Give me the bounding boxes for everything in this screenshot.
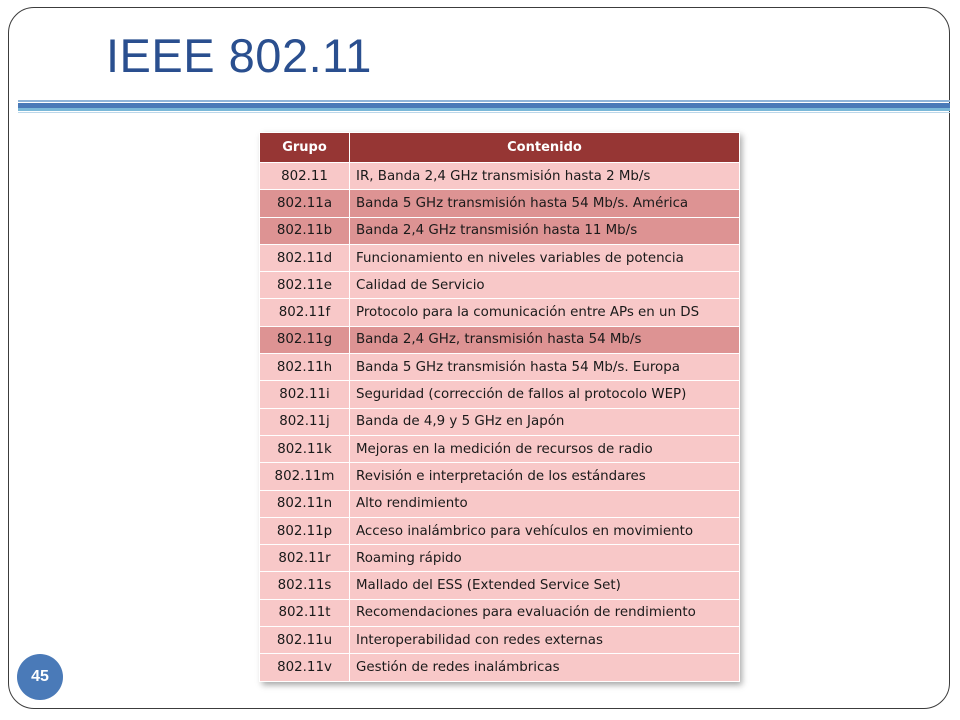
cell-content: Calidad de Servicio [350, 272, 740, 299]
column-header-grupo: Grupo [260, 133, 350, 163]
cell-content: Banda 2,4 GHz transmisión hasta 11 Mb/s [350, 217, 740, 244]
cell-group: 802.11u [260, 627, 350, 654]
title-divider-shadow [18, 112, 950, 113]
cell-group: 802.11h [260, 354, 350, 381]
cell-group: 802.11m [260, 463, 350, 490]
cell-group: 802.11d [260, 244, 350, 271]
cell-content: Interoperabilidad con redes externas [350, 627, 740, 654]
cell-content: Banda 2,4 GHz, transmisión hasta 54 Mb/s [350, 326, 740, 353]
cell-group: 802.11v [260, 654, 350, 681]
table-body [260, 163, 740, 682]
table-row [260, 435, 740, 462]
title-divider-line [18, 100, 950, 102]
table-row [260, 517, 740, 544]
cell-group: 802.11k [260, 435, 350, 462]
cell-content: Gestión de redes inalámbricas [350, 654, 740, 681]
table-row [260, 299, 740, 326]
title-divider-accent [18, 108, 950, 111]
cell-group: 802.11f [260, 299, 350, 326]
table-row [260, 654, 740, 681]
cell-content: Mejoras en la medición de recursos de radio [350, 435, 740, 462]
column-header-contenido: Contenido [350, 133, 740, 163]
cell-group: 802.11a [260, 190, 350, 217]
cell-content: Mallado del ESS (Extended Service Set) [350, 572, 740, 599]
cell-group: 802.11i [260, 381, 350, 408]
cell-content: Recomendaciones para evaluación de rendimiento [350, 599, 740, 626]
cell-content: Revisión e interpretación de los estándares [350, 463, 740, 490]
page-number-badge: 45 [17, 654, 63, 700]
table-row [260, 490, 740, 517]
cell-group: 802.11n [260, 490, 350, 517]
cell-content: Banda 5 GHz transmisión hasta 54 Mb/s. Europa [350, 354, 740, 381]
table-row [260, 354, 740, 381]
table-row [260, 381, 740, 408]
cell-content: Protocolo para la comunicación entre APs en un DS [350, 299, 740, 326]
table-header-row [260, 133, 740, 163]
cell-content: Roaming rápido [350, 545, 740, 572]
standards-table [259, 132, 740, 682]
table-row [260, 572, 740, 599]
cell-group: 802.11 [260, 163, 350, 190]
table-row [260, 599, 740, 626]
cell-content: Seguridad (corrección de fallos al protocolo WEP) [350, 381, 740, 408]
cell-group: 802.11g [260, 326, 350, 353]
table-row [260, 463, 740, 490]
cell-content: Banda de 4,9 y 5 GHz en Japón [350, 408, 740, 435]
cell-group: 802.11b [260, 217, 350, 244]
cell-group: 802.11p [260, 517, 350, 544]
cell-group: 802.11t [260, 599, 350, 626]
table-row [260, 627, 740, 654]
table-row [260, 408, 740, 435]
cell-content: Acceso inalámbrico para vehículos en movimiento [350, 517, 740, 544]
cell-group: 802.11s [260, 572, 350, 599]
cell-content: Alto rendimiento [350, 490, 740, 517]
cell-group: 802.11r [260, 545, 350, 572]
table-row [260, 545, 740, 572]
cell-content: IR, Banda 2,4 GHz transmisión hasta 2 Mb/s [350, 163, 740, 190]
cell-group: 802.11e [260, 272, 350, 299]
cell-content: Banda 5 GHz transmisión hasta 54 Mb/s. América [350, 190, 740, 217]
standards-table-container [259, 132, 739, 682]
cell-content: Funcionamiento en niveles variables de potencia [350, 244, 740, 271]
table-row [260, 163, 740, 190]
table-row [260, 217, 740, 244]
table-row [260, 326, 740, 353]
cell-group: 802.11j [260, 408, 350, 435]
table-row [260, 190, 740, 217]
table-row [260, 272, 740, 299]
table-row [260, 244, 740, 271]
slide-title: IEEE 802.11 [106, 29, 372, 82]
